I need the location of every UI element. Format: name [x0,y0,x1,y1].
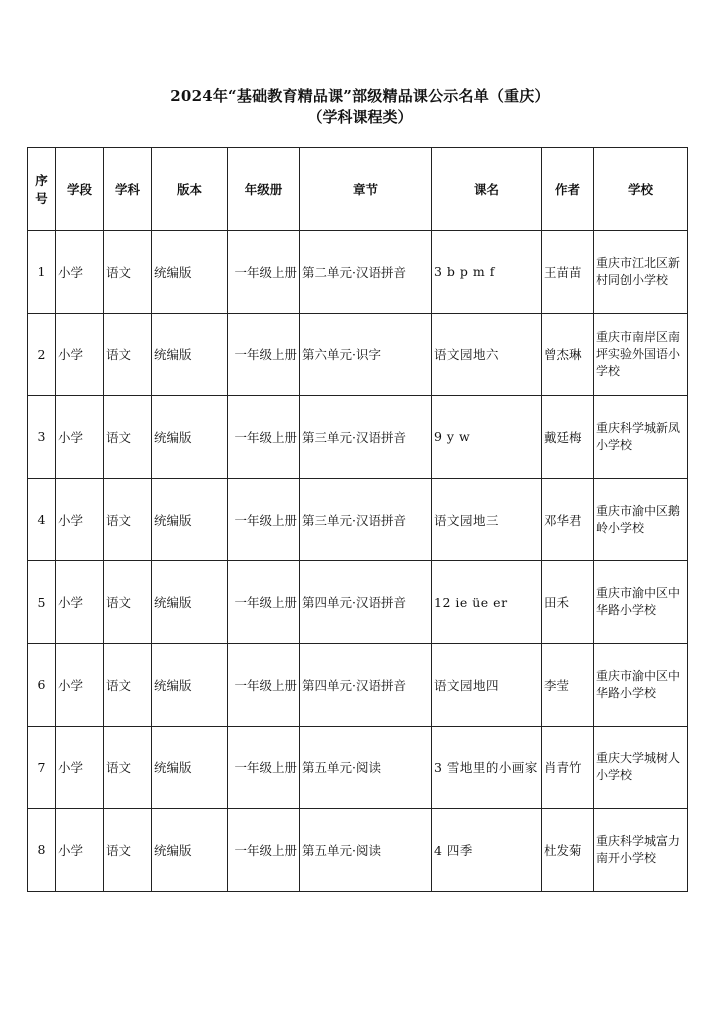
cell-author: 王苗苗 [542,231,594,314]
cell-index: 1 [28,231,56,314]
cell-stage: 小学 [56,643,104,726]
header-stage: 学段 [56,148,104,231]
document-header [0,86,720,128]
cell-subject: 语文 [104,561,152,644]
cell-subject: 语文 [104,643,152,726]
table-row [28,809,688,892]
cell-school: 重庆市渝中区中华路小学校 [594,643,688,726]
cell-index: 3 [28,396,56,479]
cell-school: 重庆市江北区新村同创小学校 [594,231,688,314]
cell-author: 曾杰琳 [542,313,594,396]
header-edition: 版本 [152,148,228,231]
cell-chapter: 第三单元·汉语拼音 [300,396,432,479]
header-grade: 年级册 [228,148,300,231]
cell-index: 2 [28,313,56,396]
cell-lesson: 3 b p m f [432,231,542,314]
cell-subject: 语文 [104,313,152,396]
cell-grade: 一年级上册 [228,231,300,314]
cell-stage: 小学 [56,478,104,561]
table-row [28,478,688,561]
table-row [28,313,688,396]
cell-school: 重庆科学城富力南开小学校 [594,809,688,892]
cell-index: 7 [28,726,56,809]
cell-subject: 语文 [104,231,152,314]
cell-school: 重庆大学城树人小学校 [594,726,688,809]
cell-school: 重庆科学城新凤小学校 [594,396,688,479]
cell-author: 邓华君 [542,478,594,561]
cell-lesson: 语文园地三 [432,478,542,561]
cell-author: 田禾 [542,561,594,644]
page-subtitle: （学科课程类） [307,108,413,126]
cell-edition: 统编版 [152,726,228,809]
cell-lesson: 4 四季 [432,809,542,892]
cell-grade: 一年级上册 [228,643,300,726]
cell-subject: 语文 [104,478,152,561]
cell-grade: 一年级上册 [228,726,300,809]
cell-author: 李莹 [542,643,594,726]
cell-school: 重庆市渝中区中华路小学校 [594,561,688,644]
cell-chapter: 第三单元·汉语拼音 [300,478,432,561]
cell-edition: 统编版 [152,643,228,726]
cell-edition: 统编版 [152,396,228,479]
cell-chapter: 第四单元·汉语拼音 [300,561,432,644]
cell-grade: 一年级上册 [228,809,300,892]
cell-stage: 小学 [56,231,104,314]
cell-lesson: 语文园地四 [432,643,542,726]
table-row [28,643,688,726]
cell-chapter: 第二单元·汉语拼音 [300,231,432,314]
cell-edition: 统编版 [152,313,228,396]
cell-school: 重庆市南岸区南坪实验外国语小学校 [594,313,688,396]
course-list-table [27,147,688,892]
cell-stage: 小学 [56,809,104,892]
cell-index: 6 [28,643,56,726]
cell-chapter: 第五单元·阅读 [300,726,432,809]
cell-chapter: 第五单元·阅读 [300,809,432,892]
header-chapter: 章节 [300,148,432,231]
table-header-row [28,148,688,231]
cell-subject: 语文 [104,396,152,479]
cell-edition: 统编版 [152,231,228,314]
page-title: 2024年“基础教育精品课”部级精品课公示名单（重庆） [170,87,550,105]
cell-index: 8 [28,809,56,892]
cell-subject: 语文 [104,809,152,892]
cell-author: 杜发菊 [542,809,594,892]
table-row [28,561,688,644]
cell-grade: 一年级上册 [228,313,300,396]
header-lesson: 课名 [432,148,542,231]
cell-edition: 统编版 [152,478,228,561]
cell-index: 5 [28,561,56,644]
header-index: 序号 [28,148,56,231]
cell-author: 戴廷梅 [542,396,594,479]
cell-grade: 一年级上册 [228,478,300,561]
table-row [28,726,688,809]
cell-chapter: 第六单元·识字 [300,313,432,396]
cell-grade: 一年级上册 [228,396,300,479]
cell-lesson: 12 ie üe er [432,561,542,644]
cell-edition: 统编版 [152,809,228,892]
cell-lesson: 3 雪地里的小画家 [432,726,542,809]
cell-stage: 小学 [56,396,104,479]
cell-stage: 小学 [56,313,104,396]
cell-edition: 统编版 [152,561,228,644]
table-row [28,231,688,314]
cell-lesson: 9 y w [432,396,542,479]
cell-index: 4 [28,478,56,561]
cell-author: 肖青竹 [542,726,594,809]
header-school: 学校 [594,148,688,231]
header-author: 作者 [542,148,594,231]
cell-stage: 小学 [56,726,104,809]
cell-stage: 小学 [56,561,104,644]
cell-lesson: 语文园地六 [432,313,542,396]
cell-subject: 语文 [104,726,152,809]
header-subject: 学科 [104,148,152,231]
table-row [28,396,688,479]
cell-chapter: 第四单元·汉语拼音 [300,643,432,726]
cell-grade: 一年级上册 [228,561,300,644]
cell-school: 重庆市渝中区鹅岭小学校 [594,478,688,561]
